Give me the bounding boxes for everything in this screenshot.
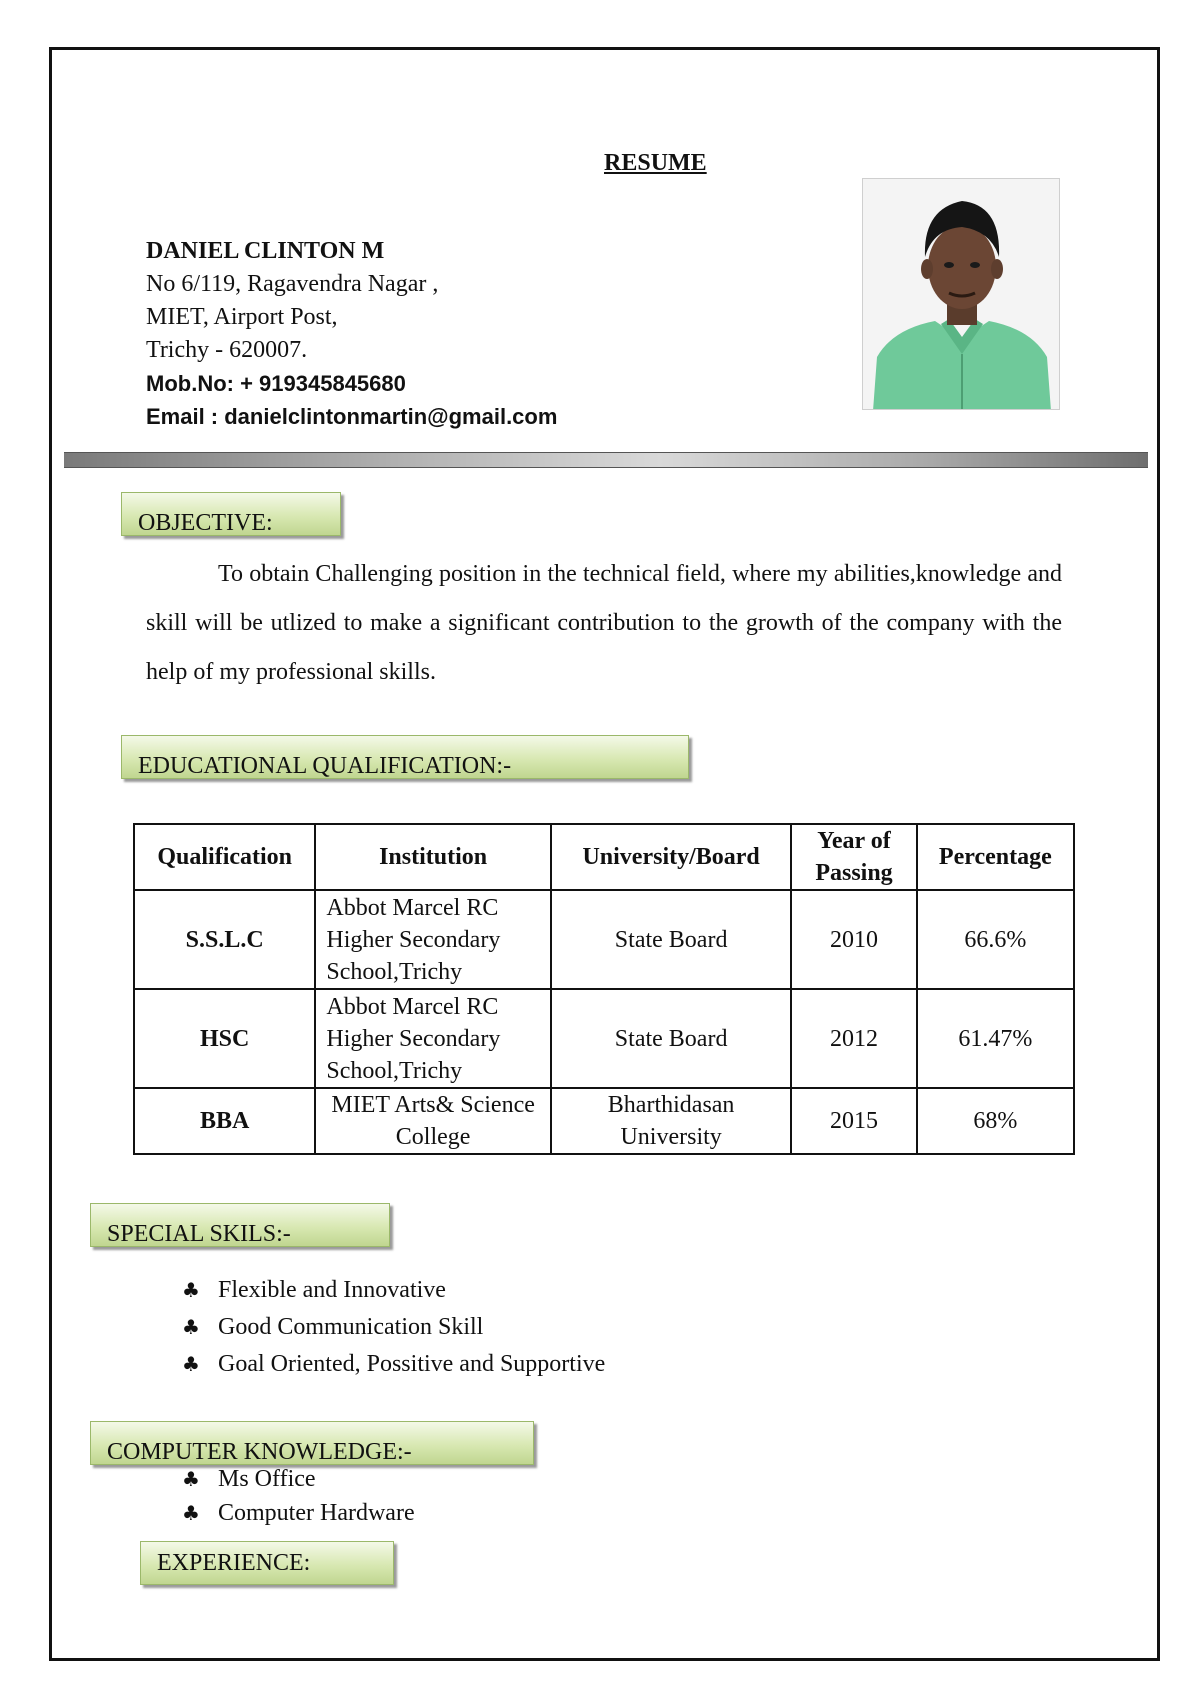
club-icon: ♣	[182, 1352, 200, 1376]
club-icon: ♣	[182, 1467, 200, 1491]
mobile-number: Mob.No: + 919345845680	[146, 371, 406, 396]
list-item	[182, 1272, 605, 1309]
contact-block	[146, 235, 557, 433]
header-board: University/Board	[551, 824, 792, 890]
cell-year: 2012	[791, 989, 916, 1088]
cell-board: Bharthidasan University	[551, 1088, 792, 1154]
club-icon: ♣	[182, 1278, 200, 1302]
list-item	[182, 1309, 605, 1346]
address-line-2: MIET, Airport Post,	[146, 304, 338, 330]
cell-institution: MIET Arts& Science College	[315, 1088, 551, 1154]
cell-year: 2015	[791, 1088, 916, 1154]
section-header-computer: COMPUTER KNOWLEDGE:-	[90, 1421, 534, 1465]
list-item	[182, 1462, 415, 1496]
cell-qualification: BBA	[134, 1088, 315, 1154]
cell-institution: Abbot Marcel RC Higher Secondary School,Trichy	[315, 890, 551, 989]
table-row	[134, 890, 1074, 989]
page-title: RESUME	[604, 150, 707, 176]
candidate-name: DANIEL CLINTON M	[146, 238, 385, 264]
club-icon: ♣	[182, 1315, 200, 1339]
computer-skill-text: Ms Office	[218, 1466, 316, 1492]
header-divider	[64, 452, 1148, 468]
skill-text: Flexible and Innovative	[218, 1277, 446, 1303]
person-portrait-icon	[863, 179, 1060, 410]
objective-paragraph	[146, 550, 1062, 697]
cell-percentage: 61.47%	[917, 989, 1074, 1088]
table-row	[134, 989, 1074, 1088]
section-header-objective: OBJECTIVE:	[121, 492, 341, 536]
computer-skill-text: Computer Hardware	[218, 1500, 415, 1526]
section-header-education: EDUCATIONAL QUALIFICATION:-	[121, 735, 689, 779]
cell-board: State Board	[551, 989, 792, 1088]
skills-list	[182, 1272, 605, 1383]
table-row	[134, 1088, 1074, 1154]
objective-text: To obtain Challenging position in the technical field, where my abilities,knowledge and skill will be utlized to make a significant contribution to the growth of the company with the help of my professional skills.	[146, 561, 1062, 685]
header-qualification: Qualification	[134, 824, 315, 890]
skill-text: Goal Oriented, Possitive and Supportive	[218, 1351, 606, 1377]
header-institution: Institution	[315, 824, 551, 890]
education-table	[133, 823, 1075, 1155]
profile-photo	[862, 178, 1060, 410]
skill-text: Good Communication Skill	[218, 1314, 484, 1340]
table-header-row	[134, 824, 1074, 890]
computer-list	[182, 1462, 415, 1530]
section-header-skills: SPECIAL SKILS:-	[90, 1203, 390, 1247]
list-item	[182, 1496, 415, 1530]
address-line-1: No 6/119, Ragavendra Nagar ,	[146, 271, 439, 297]
list-item	[182, 1346, 605, 1383]
email-address: Email : danielclintonmartin@gmail.com	[146, 404, 558, 429]
cell-board: State Board	[551, 890, 792, 989]
cell-institution: Abbot Marcel RC Higher Secondary School,Trichy	[315, 989, 551, 1088]
header-percentage: Percentage	[917, 824, 1074, 890]
section-header-experience: EXPERIENCE:	[140, 1541, 394, 1585]
cell-qualification: S.S.L.C	[134, 890, 315, 989]
cell-year: 2010	[791, 890, 916, 989]
club-icon: ♣	[182, 1501, 200, 1525]
cell-qualification: HSC	[134, 989, 315, 1088]
header-year: Year of Passing	[791, 824, 916, 890]
cell-percentage: 66.6%	[917, 890, 1074, 989]
cell-percentage: 68%	[917, 1088, 1074, 1154]
address-line-3: Trichy - 620007.	[146, 337, 308, 363]
